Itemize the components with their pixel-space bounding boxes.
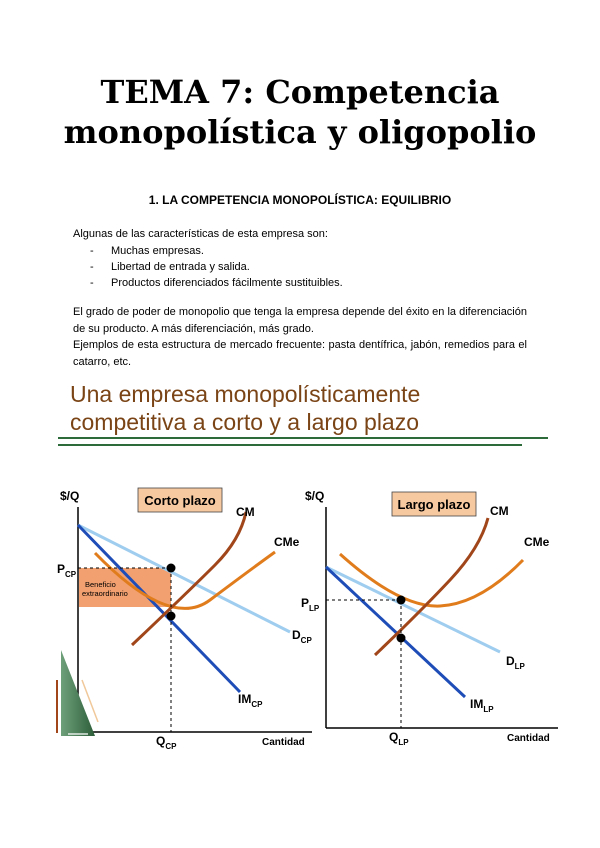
long-run-label: Largo plazo xyxy=(397,497,471,512)
title-line-1: TEMA 7: Competencia xyxy=(100,73,500,111)
cm-label: CM xyxy=(236,505,255,519)
profit-label-line-1: Beneficio xyxy=(85,580,116,589)
demand-label: $D_{CP}$ xyxy=(292,628,312,645)
list-item: - Muchas empresas. xyxy=(90,243,343,259)
demand-label: $D_{LP}$ xyxy=(506,654,525,671)
list-item: - Libertad de entrada y salida. xyxy=(90,259,343,275)
paragraph-1: El grado de poder de monopolio que tenga la empresa depende del éxito en la diferenciación de su producto. A más diferenciación, más grado. xyxy=(73,306,527,335)
marginal-revenue-curve xyxy=(78,525,240,692)
section-heading: 1. LA COMPETENCIA MONOPOLÍSTICA: EQUILIBRIO xyxy=(148,193,452,207)
marginal-revenue-label: $IM_{LP}$ xyxy=(470,697,494,714)
short-run-graph xyxy=(57,488,312,751)
y-axis-label: $/Q xyxy=(60,489,80,503)
intro-text: Algunas de las características de esta empresa son: xyxy=(73,228,328,240)
y-axis-label: $/Q xyxy=(305,489,325,503)
price-label: $P_{LP}$ xyxy=(301,596,320,613)
mr-mc-point xyxy=(167,612,176,621)
quantity-label: $Q_{CP}$ xyxy=(156,734,177,751)
short-run-label: Corto plazo xyxy=(144,493,216,508)
marginal-cost-curve xyxy=(375,518,488,655)
slide-title-line-2: competitiva a corto y a largo plazo xyxy=(70,409,420,435)
price-point xyxy=(397,596,406,605)
demand-curve xyxy=(326,567,500,652)
marginal-revenue-label: $IM_{CP}$ xyxy=(238,692,263,709)
quantity-label: $Q_{LP}$ xyxy=(389,730,409,747)
long-run-graph xyxy=(301,489,558,747)
list-item: - Productos diferenciados fácilmente sustituibles. xyxy=(90,275,343,291)
x-axis-label: Cantidad xyxy=(507,733,550,744)
x-axis-label: Cantidad xyxy=(262,737,305,748)
mr-mc-point xyxy=(397,634,406,643)
price-point xyxy=(167,564,176,573)
cm-label: CM xyxy=(490,504,509,518)
title-line-2: monopolística y oligopolio xyxy=(63,113,537,151)
cme-label: CMe xyxy=(524,535,550,549)
profit-label-line-2: extraordinario xyxy=(82,589,128,598)
slide-title-line-1: Una empresa monopolísticamente xyxy=(70,381,421,407)
cme-label: CMe xyxy=(274,535,300,549)
paragraph-2: Ejemplos de esta estructura de mercado frecuente: pasta dentífrica, jabón, remedios para el catarro, etc. xyxy=(73,339,527,368)
price-label: $P_{CP}$ xyxy=(57,562,77,579)
